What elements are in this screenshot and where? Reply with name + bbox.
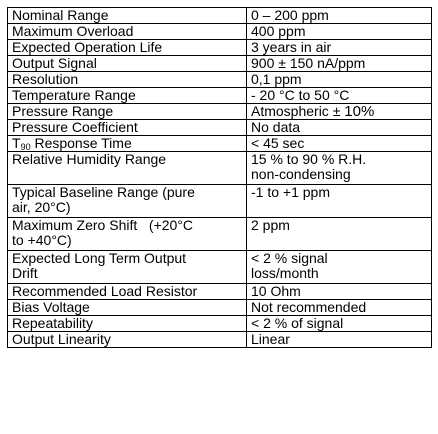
value-cell: 0 – 200 ppm xyxy=(247,8,432,24)
table-row xyxy=(8,332,432,348)
parameter-cell: Nominal Range xyxy=(8,8,247,24)
parameter-cell: Resolution xyxy=(8,72,247,88)
value-line: < 2 % signal xyxy=(251,250,328,266)
value-cell: < 45 sec xyxy=(247,136,432,152)
value-cell: 3 years in air xyxy=(247,40,432,56)
table-row xyxy=(8,104,432,120)
value-cell: 900 ± 150 nA/ppm xyxy=(247,56,432,72)
parameter-text: Response Time xyxy=(30,135,132,151)
value-cell: - 20 °C to 50 °C xyxy=(247,88,432,104)
parameter-line: to +40°C) xyxy=(12,232,72,248)
value-cell: 400 ppm xyxy=(247,24,432,40)
table-row xyxy=(8,300,432,316)
table-row xyxy=(8,56,432,72)
specifications-table xyxy=(7,7,432,348)
table-row xyxy=(8,185,432,218)
value-cell: Not recommended xyxy=(247,300,432,316)
value-cell: < 2 % of signal xyxy=(247,316,432,332)
value-cell: 0,1 ppm xyxy=(247,72,432,88)
value-cell xyxy=(247,152,432,185)
table-row xyxy=(8,40,432,56)
parameter-line: air, 20°C) xyxy=(12,199,71,215)
parameter-cell xyxy=(8,185,247,218)
value-cell: Linear xyxy=(247,332,432,348)
parameter-cell xyxy=(8,251,247,284)
parameter-line: Expected Long Term Output xyxy=(12,250,187,266)
parameter-cell: Pressure Coefficient xyxy=(8,120,247,136)
parameter-line: Typical Baseline Range (pure xyxy=(12,184,195,200)
parameter-cell xyxy=(8,218,247,251)
value-line: loss/month xyxy=(251,265,319,281)
value-cell xyxy=(247,251,432,284)
value-text-large: 10% xyxy=(344,103,375,120)
table-row xyxy=(8,24,432,40)
parameter-subscript: 90 xyxy=(20,142,31,152)
table-row xyxy=(8,8,432,24)
parameter-cell: Recommended Load Resistor xyxy=(8,284,247,300)
value-line: non-condensing xyxy=(251,166,351,182)
value-cell: -1 to +1 ppm xyxy=(247,185,432,218)
value-cell xyxy=(247,104,432,120)
parameter-cell: Expected Operation Life xyxy=(8,40,247,56)
value-line: 15 % to 90 % R.H. xyxy=(251,151,367,167)
table-row xyxy=(8,72,432,88)
parameter-cell: Temperature Range xyxy=(8,88,247,104)
parameter-cell: Bias Voltage xyxy=(8,300,247,316)
value-cell: 10 Ohm xyxy=(247,284,432,300)
table-row xyxy=(8,251,432,284)
value-cell: No data xyxy=(247,120,432,136)
table-row xyxy=(8,152,432,185)
parameter-line: Maximum Zero Shift (+20°C xyxy=(12,217,194,233)
parameter-cell: Repeatability xyxy=(8,316,247,332)
parameter-cell: Output Linearity xyxy=(8,332,247,348)
table-row xyxy=(8,316,432,332)
table-row xyxy=(8,88,432,104)
table-row xyxy=(8,218,432,251)
parameter-cell xyxy=(8,136,247,152)
table-row xyxy=(8,284,432,300)
parameter-cell: Maximum Overload xyxy=(8,24,247,40)
value-cell: 2 ppm xyxy=(247,218,432,251)
parameter-cell: Relative Humidity Range xyxy=(8,152,247,185)
parameter-cell: Pressure Range xyxy=(8,104,247,120)
table-row xyxy=(8,136,432,152)
parameter-cell: Output Signal xyxy=(8,56,247,72)
value-text: Atmospheric ± xyxy=(251,103,345,119)
table-row xyxy=(8,120,432,136)
parameter-line: Drift xyxy=(12,265,38,281)
parameter-symbol: T xyxy=(12,135,21,151)
